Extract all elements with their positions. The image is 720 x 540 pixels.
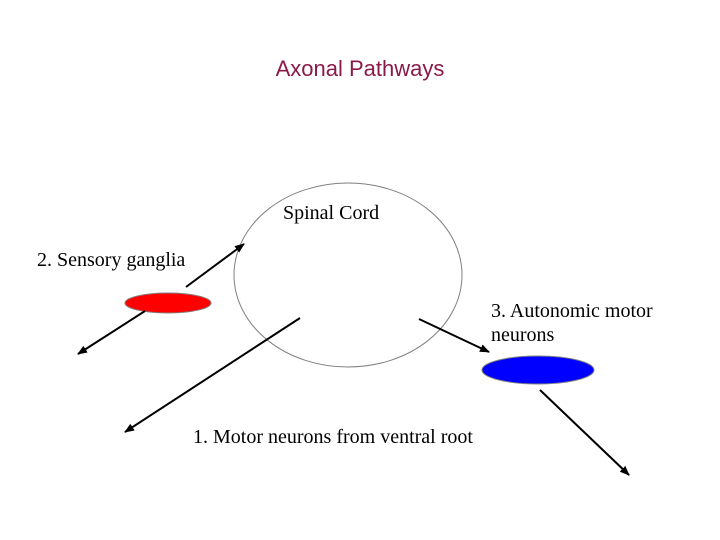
slide-title: Axonal Pathways [275,56,445,81]
autonomic-label-line-2: neurons [491,324,555,346]
autonomic-arrow-to-ganglion [419,319,489,352]
autonomic-neuron [482,356,594,384]
sensory-arrow-inward [186,244,244,287]
sensory-arrow-outward [78,311,145,354]
sensory-ganglion [125,293,211,313]
motor-neuron-arrow [125,318,300,432]
motor-neurons-label: 1. Motor neurons from ventral root [193,426,473,448]
autonomic-label-line-1: 3. Autonomic motor [491,300,653,322]
autonomic-arrow-outward [540,390,629,475]
spinal-cord-label: Spinal Cord [283,202,380,224]
autonomic-motor-neurons-label [491,299,653,347]
sensory-ganglia-label: 2. Sensory ganglia [37,249,186,271]
